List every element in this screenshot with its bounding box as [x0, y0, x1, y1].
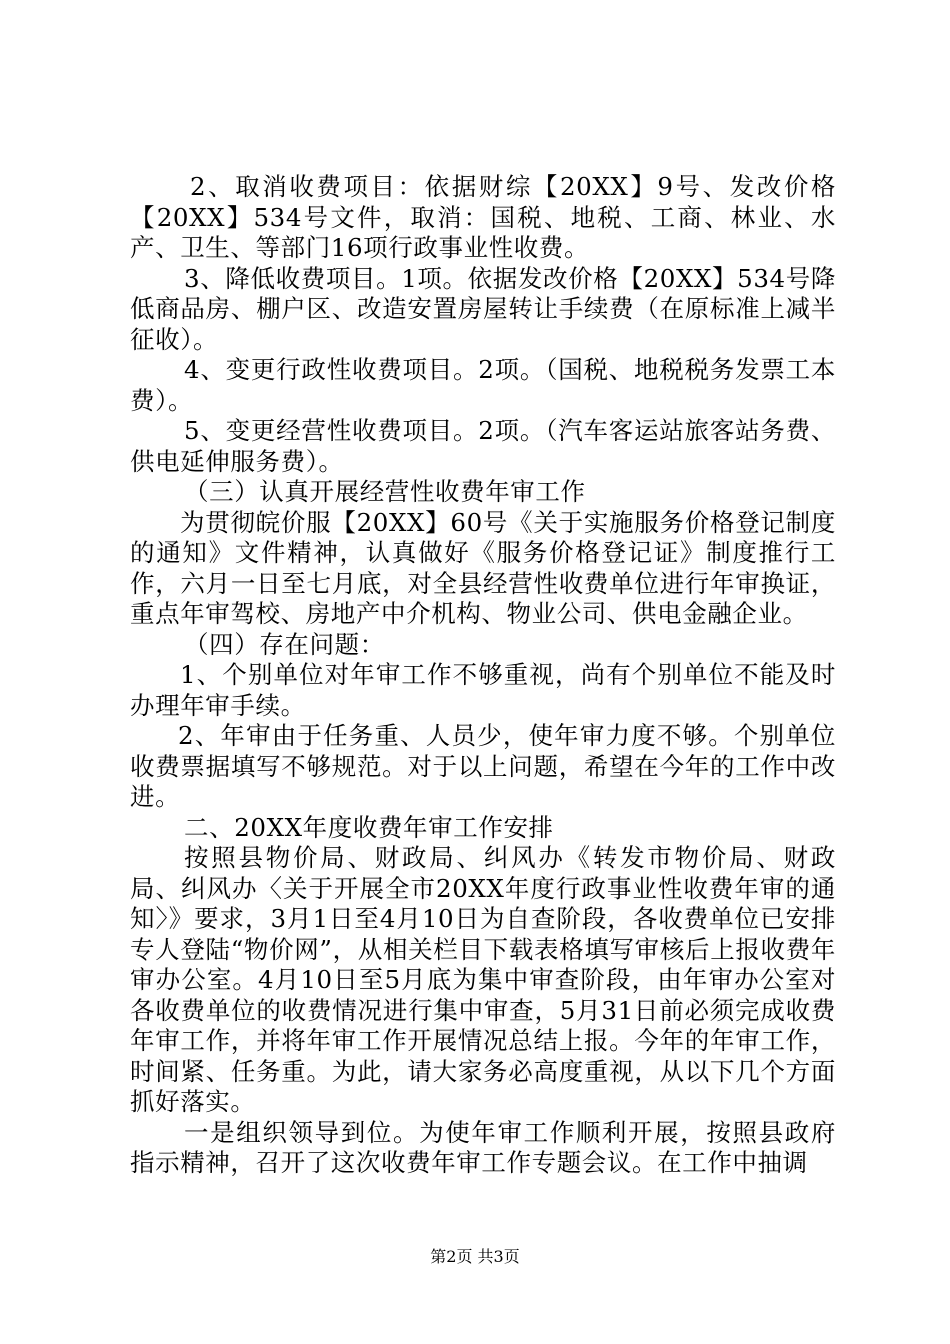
- paragraph-arrangement-details: 按照县物价局、财政局、纠风办《转发市物价局、财政局、纠风办〈关于开展全市20XX年度行政事业性收费年审的通知〉》要求，3月1日至4月10日为自查阶段，各收费单位已安排专人登陆“物价网”，从相关栏目下载表格填写审核后上报收费年审办公室。4月10日至5月底为集中审查阶段，由年审办公室对各收费单位的收费情况进行集中审查，5月31日前必须完成收费年审工作，并将年审工作开展情况总结上报。今年的年审工作，时间紧、任务重。为此，请大家务必高度重视，从以下几个方面抓好落实。: [130, 843, 836, 1116]
- paragraph-service-price-registration: 为贯彻皖价服【20XX】60号《关于实施服务价格登记制度的通知》文件精神，认真做好《服务价格登记证》制度推行工作，六月一日至七月底，对全县经营性收费单位进行年审换证，重点年审驾校、房地产中介机构、物业公司、供电金融企业。: [130, 507, 836, 628]
- paragraph-change-business-fees: 5、变更经营性收费项目。2项。（汽车客运站旅客站务费、供电延伸服务费）。: [130, 416, 836, 476]
- paragraph-problem-1: 1、个别单位对年审工作不够重视，尚有个别单位不能及时办理年审手续。: [130, 660, 836, 720]
- paragraph-organization: 一是组织领导到位。为使年审工作顺利开展，按照县政府指示精神，召开了这次收费年审工作专题会议。在工作中抽调: [130, 1117, 836, 1177]
- section-heading-annual-review: （三）认真开展经营性收费年审工作: [184, 477, 586, 506]
- paragraph-reduce-fees: 3、降低收费项目。1项。依据发改价格【20XX】534号降低商品房、棚户区、改造安置房屋转让手续费（在原标准上减半征收）。: [130, 263, 836, 354]
- section-heading-problems: （四）存在问题：: [184, 629, 385, 659]
- paragraph-cancel-fees: 2、取消收费项目：依据财综【20XX】9号、发改价格【20XX】534号文件，取消：国税、地税、工商、林业、水产、卫生、等部门16项行政事业性收费。: [130, 172, 836, 262]
- document-body: [130, 172, 836, 1179]
- paragraph-change-admin-fees: 4、变更行政性收费项目。2项。（国税、地税税务发票工本费）。: [130, 355, 836, 415]
- page-footer: 第2页 共3页: [430, 1247, 520, 1266]
- section-heading-arrangement: 二、20XX年度收费年审工作安排: [184, 812, 554, 842]
- paragraph-problem-2: 2、年审由于任务重、人员少，使年审力度不够。个别单位收费票据填写不够规范。对于以上问题，希望在今年的工作中改进。: [130, 721, 836, 811]
